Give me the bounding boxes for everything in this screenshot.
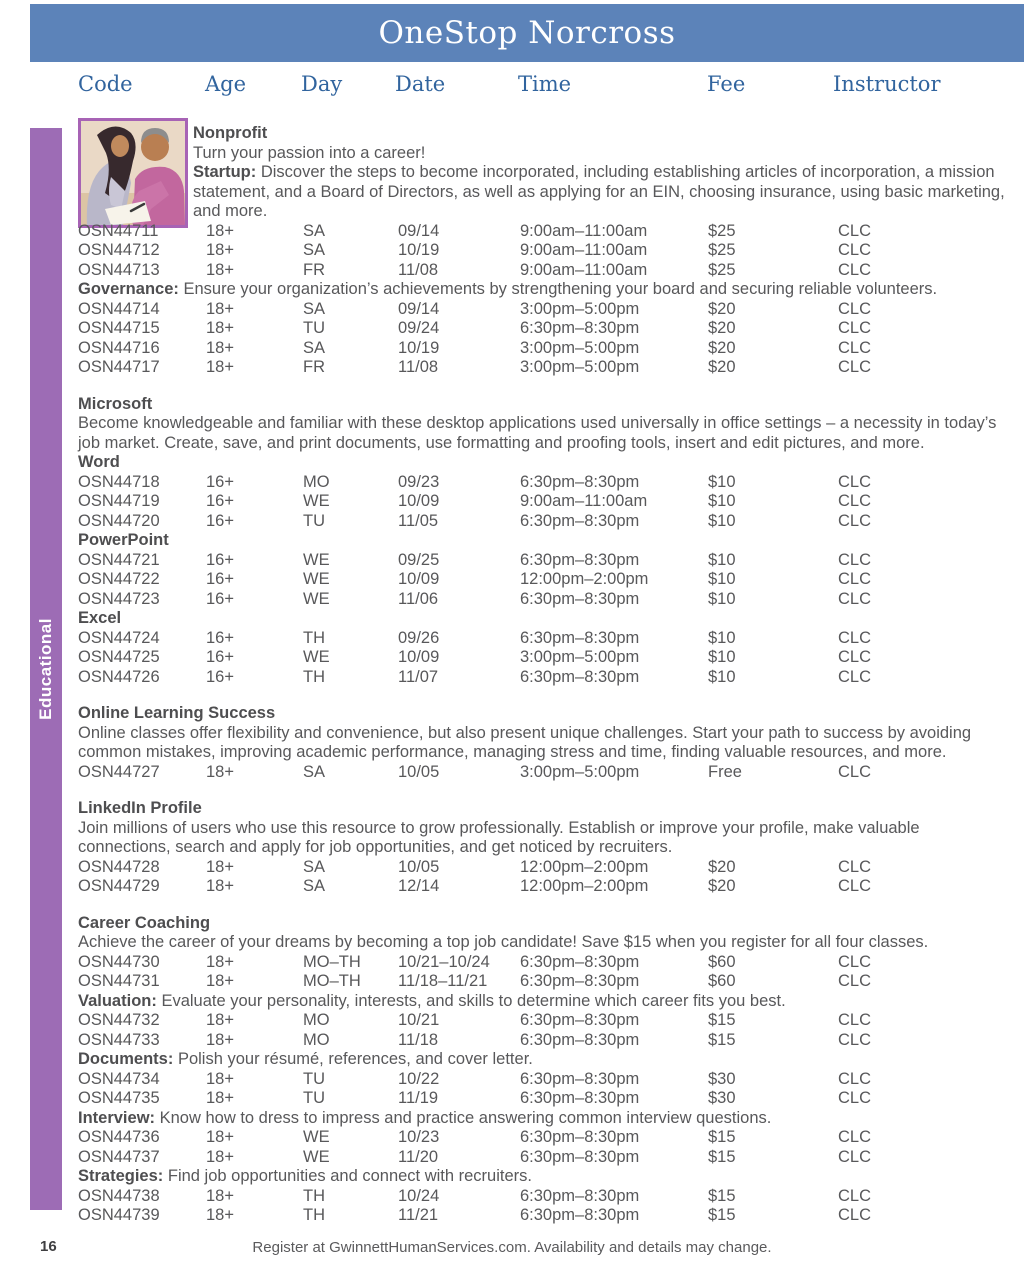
cell-day: TU [303,511,325,530]
cell-age: 18+ [206,1186,234,1205]
cell-day: SA [303,221,326,240]
cell-fee: $10 [708,511,736,530]
cell-age: 18+ [206,877,234,895]
page-number: 16 [40,1238,57,1255]
cell-time: 6:30pm–8:30pm [520,319,640,337]
cell-fee: $20 [708,857,736,876]
cell-date: 10/05 [398,762,440,781]
cell-age: 16+ [206,628,234,647]
cell-day: MO [303,1011,330,1029]
cell-age: 18+ [206,1011,234,1029]
cell-age: 18+ [206,952,234,971]
cell-code: OSN44738 [78,1186,160,1205]
cell-age: 18+ [206,358,234,376]
cell-time: 9:00am–11:00am [520,241,648,259]
description-text: Discover the steps to become incorporated, including establishing articles of incorporation, a mission statement, and a Board of Directors, as well as applying for an EIN, choosing insurance, using basic marketing, and more. [193,163,1005,220]
cell-age: 16+ [206,589,234,608]
cell-age: 18+ [206,857,234,876]
cell-code: OSN44726 [78,667,160,686]
cell-date: 10/19 [398,338,440,357]
section-description [78,819,1010,858]
cell-date: 10/09 [398,648,440,666]
cell-age: 18+ [206,1206,234,1224]
cell-time: 6:30pm–8:30pm [520,1011,640,1029]
cell-code: OSN44723 [78,589,160,608]
cell-date: 11/08 [398,260,439,279]
column-header-code: Code [78,72,133,96]
course-row [78,1070,1010,1090]
cell-instructor: CLC [838,1186,872,1205]
course-row [78,551,1010,571]
section-online-learning-success [78,704,1010,782]
cell-day: MO–TH [303,972,361,990]
description-text: Achieve the career of your dreams by becoming a top job candidate! Save $15 when you register for all four classes. [78,933,929,951]
cell-fee: $10 [708,570,736,588]
description-text: Find job opportunities and connect with recruiters. [167,1167,532,1185]
description-text: Join millions of users who use this resource to grow professionally. Establish or improve your profile, make valuable connections, search and apply for job opportunities, and get noticed by recruiters. [78,818,920,856]
cell-day: TU [303,319,325,337]
course-row [78,1089,1010,1109]
page-title: OneStop Norcross [378,15,676,51]
cell-instructor: CLC [838,648,872,666]
cell-code: OSN44729 [78,877,160,895]
course-row [78,570,1010,590]
cell-day: MO–TH [303,952,361,971]
cell-day: WE [303,492,330,510]
cell-time: 3:00pm–5:00pm [520,299,640,318]
cell-instructor: CLC [838,241,872,259]
cell-age: 16+ [206,667,234,686]
cell-fee: $15 [708,1186,736,1205]
cell-date: 10/21 [398,1011,440,1029]
description-label: Startup: [193,163,257,181]
cell-time: 12:00pm–2:00pm [520,857,649,876]
section-description [78,1050,1010,1070]
cell-date: 10/09 [398,570,440,588]
cell-fee: $15 [708,1147,736,1166]
cell-code: OSN44730 [78,952,160,971]
section-description [78,992,1010,1012]
cell-date: 10/09 [398,492,440,510]
cell-date: 10/21–10/24 [398,952,490,971]
description-text: Polish your résumé, references, and cover letter. [177,1050,533,1068]
cell-age: 16+ [206,472,234,491]
cell-day: WE [303,648,330,666]
course-row [78,319,1010,339]
section-title: Career Coaching [78,913,211,932]
section-microsoft [78,395,1010,688]
cell-day: WE [303,1147,330,1166]
section-nonprofit [78,124,1010,378]
cell-code: OSN44724 [78,628,160,647]
sections [78,124,1010,1243]
cell-time: 6:30pm–8:30pm [520,952,640,971]
cell-code: OSN44735 [78,1089,160,1107]
cell-fee: $15 [708,1128,736,1146]
description-label: Valuation: [78,991,157,1010]
cell-fee: $10 [708,472,736,491]
cell-time: 6:30pm–8:30pm [520,972,640,990]
cell-day: SA [303,857,326,876]
subsection-title: Word [78,453,120,471]
subsection-title: PowerPoint [78,531,169,549]
cell-date: 09/14 [398,221,440,240]
cell-time: 3:00pm–5:00pm [520,648,640,666]
section-description [78,933,1010,953]
section-description [193,144,1010,164]
cell-instructor: CLC [838,857,872,876]
footer-note: Register at GwinnettHumanServices.com. Availability and details may change. [252,1239,772,1256]
cell-fee: $25 [708,221,736,240]
column-header-row [78,72,1010,102]
cell-instructor: CLC [838,492,872,510]
cell-fee: $60 [708,972,736,990]
cell-date: 11/08 [398,358,439,376]
cell-code: OSN44718 [78,472,160,491]
cell-fee: $30 [708,1069,736,1088]
section-description [78,724,1010,763]
course-row [78,1206,1010,1226]
cell-age: 16+ [206,511,234,530]
section-title: Microsoft [78,394,153,413]
section-title: LinkedIn Profile [78,799,202,817]
section-description [78,1167,1010,1187]
header-banner [30,4,1024,62]
cell-day: SA [303,241,326,259]
description-text: Ensure your organization’s achievements by strengthening your board and securing reliable volunteers. [183,280,938,298]
cell-date: 11/18 [398,1030,439,1049]
cell-fee: $15 [708,1206,736,1224]
column-header-instructor: Instructor [833,72,941,96]
cell-instructor: CLC [838,319,872,337]
cell-age: 16+ [206,648,234,666]
cell-date: 10/05 [398,857,440,876]
cell-age: 18+ [206,1128,234,1146]
cell-code: OSN44711 [78,221,159,240]
cell-time: 12:00pm–2:00pm [520,570,649,588]
section-description [78,414,1010,453]
cell-date: 11/18–11/21 [398,972,488,990]
cell-code: OSN44734 [78,1069,160,1088]
cell-instructor: CLC [838,1030,872,1049]
cell-instructor: CLC [838,628,872,647]
cell-time: 6:30pm–8:30pm [520,550,640,569]
cell-time: 3:00pm–5:00pm [520,338,640,357]
course-row [78,261,1010,281]
cell-fee: $20 [708,338,736,357]
cell-day: WE [303,570,330,588]
cell-time: 6:30pm–8:30pm [520,1089,640,1107]
cell-date: 11/21 [398,1206,439,1224]
cell-fee: Free [708,762,742,781]
category-label: Educational [36,618,55,720]
course-row [78,339,1010,359]
cell-day: TU [303,1089,325,1107]
cell-day: TH [303,667,325,686]
cell-instructor: CLC [838,338,872,357]
section-linkedin-profile [78,799,1010,897]
cell-fee: $25 [708,241,736,259]
cell-day: TH [303,1186,325,1205]
cell-fee: $15 [708,1030,736,1049]
cell-instructor: CLC [838,589,872,608]
cell-code: OSN44719 [78,492,160,510]
cell-code: OSN44713 [78,260,160,279]
cell-date: 09/14 [398,299,440,318]
course-row [78,1011,1010,1031]
cell-fee: $20 [708,877,736,895]
cell-time: 6:30pm–8:30pm [520,1206,640,1224]
cell-time: 9:00am–11:00am [520,260,648,279]
cell-instructor: CLC [838,1128,872,1146]
section-intro [193,124,1010,222]
cell-instructor: CLC [838,667,872,686]
column-header-time: Time [518,72,572,96]
cell-time: 6:30pm–8:30pm [520,472,640,491]
cell-day: MO [303,472,330,491]
subsection-title: Excel [78,609,122,627]
course-row [78,972,1010,992]
cell-time: 6:30pm–8:30pm [520,1147,640,1166]
cell-instructor: CLC [838,1011,872,1029]
section-description [78,280,1010,300]
cell-day: SA [303,338,326,357]
cell-code: OSN44712 [78,241,160,259]
cell-instructor: CLC [838,877,872,895]
course-row [78,763,1010,783]
section-career-coaching [78,914,1010,1226]
cell-code: OSN44733 [78,1030,160,1049]
description-text: Turn your passion into a career! [193,143,426,162]
section-description [78,1109,1010,1129]
cell-age: 18+ [206,1089,234,1107]
cell-fee: $10 [708,648,736,666]
course-row [78,858,1010,878]
cell-instructor: CLC [838,472,872,491]
cell-instructor: CLC [838,570,872,588]
description-text: Become knowledgeable and familiar with these desktop applications used universally in office settings – a necessity in today’s job market. Create, save, and print documents, use formatting and proofing tools, insert and edit pictures, and more. [78,414,997,452]
cell-age: 18+ [206,241,234,259]
cell-day: SA [303,877,326,895]
cell-instructor: CLC [838,358,872,376]
cell-day: TU [303,1069,325,1088]
cell-age: 18+ [206,1069,234,1088]
cell-age: 18+ [206,762,234,781]
cell-time: 9:00am–11:00am [520,492,648,510]
cell-instructor: CLC [838,1069,872,1088]
cell-day: SA [303,762,326,781]
column-header-fee: Fee [707,72,746,96]
cell-date: 10/19 [398,241,440,259]
cell-fee: $20 [708,299,736,318]
cell-date: 11/06 [398,589,439,608]
cell-date: 12/14 [398,877,440,895]
cell-age: 18+ [206,972,234,990]
course-row [78,512,1010,532]
description-text: Know how to dress to impress and practice answering common interview questions. [159,1108,772,1127]
cell-code: OSN44731 [78,972,160,990]
cell-date: 10/24 [398,1186,440,1205]
cell-age: 18+ [206,260,234,279]
cell-fee: $25 [708,260,736,279]
cell-fee: $10 [708,589,736,608]
cell-fee: $10 [708,492,736,510]
course-row [78,648,1010,668]
cell-time: 6:30pm–8:30pm [520,628,640,647]
cell-fee: $10 [708,628,736,647]
cell-fee: $15 [708,1011,736,1029]
cell-instructor: CLC [838,972,872,990]
cell-fee: $60 [708,952,736,971]
cell-date: 11/20 [398,1147,439,1166]
description-text: Online classes offer flexibility and convenience, but also present unique challenges. Start your path to success by avoiding common mistakes, improving academic performance, managing stress and time, finding valuable resources, and more. [78,723,972,761]
cell-age: 18+ [206,1147,234,1166]
cell-time: 6:30pm–8:30pm [520,1069,640,1088]
description-text: Evaluate your personality, interests, and skills to determine which career fits you best. [161,991,786,1010]
course-row [78,1031,1010,1051]
course-row [78,668,1010,688]
cell-age: 16+ [206,570,234,588]
cell-time: 6:30pm–8:30pm [520,1186,640,1205]
cell-date: 09/25 [398,550,440,569]
cell-instructor: CLC [838,762,872,781]
cell-instructor: CLC [838,1089,872,1107]
section-title: Online Learning Success [78,704,276,722]
cell-time: 6:30pm–8:30pm [520,1030,640,1049]
description-label: Strategies: [78,1167,164,1185]
course-row [78,877,1010,897]
cell-age: 18+ [206,1030,234,1049]
course-row [78,590,1010,610]
cell-age: 18+ [206,338,234,357]
cell-code: OSN44722 [78,570,160,588]
category-sidebar [30,128,62,1210]
cell-date: 09/23 [398,472,440,491]
cell-code: OSN44725 [78,648,160,666]
cell-age: 18+ [206,319,234,337]
cell-code: OSN44727 [78,762,160,781]
cell-instructor: CLC [838,260,872,279]
cell-day: WE [303,1128,330,1146]
course-row [78,1187,1010,1207]
course-row [78,473,1010,493]
course-row [78,953,1010,973]
cell-instructor: CLC [838,550,872,569]
cell-code: OSN44739 [78,1206,160,1224]
cell-code: OSN44721 [78,550,160,569]
cell-time: 3:00pm–5:00pm [520,358,640,376]
cell-day: WE [303,550,330,569]
section-description [193,163,1010,222]
cell-day: MO [303,1030,330,1049]
cell-time: 6:30pm–8:30pm [520,1128,640,1146]
cell-day: SA [303,299,326,318]
cell-time: 6:30pm–8:30pm [520,667,640,686]
course-row [78,241,1010,261]
column-header-age: Age [205,72,247,96]
cell-time: 12:00pm–2:00pm [520,877,649,895]
cell-day: TH [303,1206,325,1224]
course-row [78,629,1010,649]
description-label: Interview: [78,1108,156,1127]
column-header-date: Date [395,72,446,96]
cell-instructor: CLC [838,1206,872,1224]
cell-instructor: CLC [838,952,872,971]
cell-age: 16+ [206,492,234,510]
section-title: Nonprofit [193,124,268,142]
cell-time: 6:30pm–8:30pm [520,589,640,608]
cell-day: WE [303,589,330,608]
cell-fee: $20 [708,358,736,376]
cell-instructor: CLC [838,511,872,530]
cell-code: OSN44720 [78,511,160,530]
course-row [78,1128,1010,1148]
cell-day: FR [303,260,325,279]
course-row [78,222,1010,242]
column-header-day: Day [301,72,343,96]
cell-date: 10/22 [398,1069,440,1088]
cell-day: TH [303,628,325,647]
cell-instructor: CLC [838,1147,872,1166]
course-row [78,300,1010,320]
cell-instructor: CLC [838,299,872,318]
cell-age: 16+ [206,550,234,569]
cell-date: 09/26 [398,628,440,647]
course-row [78,492,1010,512]
cell-age: 18+ [206,221,234,240]
cell-time: 6:30pm–8:30pm [520,511,640,530]
cell-date: 09/24 [398,319,440,337]
cell-date: 11/07 [398,667,439,686]
description-label: Documents: [78,1050,174,1068]
cell-time: 9:00am–11:00am [520,221,648,240]
cell-code: OSN44728 [78,857,160,876]
cell-day: FR [303,358,325,376]
cell-code: OSN44715 [78,319,160,337]
cell-fee: $20 [708,319,736,337]
cell-time: 3:00pm–5:00pm [520,762,640,781]
cell-code: OSN44736 [78,1128,160,1146]
cell-code: OSN44716 [78,338,160,357]
cell-code: OSN44714 [78,299,160,318]
cell-date: 11/05 [398,511,439,530]
cell-fee: $30 [708,1089,736,1107]
description-label: Governance: [78,280,179,298]
cell-code: OSN44717 [78,358,160,376]
course-row [78,358,1010,378]
cell-fee: $10 [708,667,736,686]
cell-date: 10/23 [398,1128,440,1146]
course-row [78,1148,1010,1168]
cell-instructor: CLC [838,221,872,240]
cell-fee: $10 [708,550,736,569]
cell-date: 11/19 [398,1089,439,1107]
cell-code: OSN44737 [78,1147,160,1166]
cell-code: OSN44732 [78,1011,160,1029]
cell-age: 18+ [206,299,234,318]
